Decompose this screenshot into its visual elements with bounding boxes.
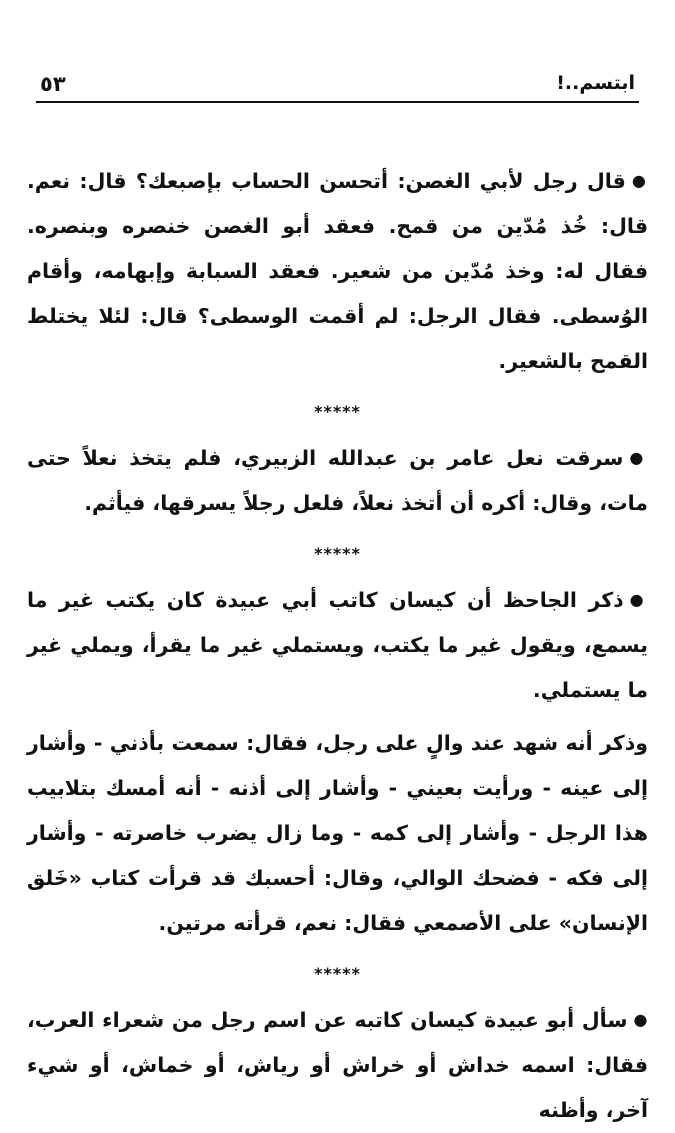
page-header — [40, 72, 635, 100]
section-separator: ***** — [314, 402, 361, 421]
bullet-icon: ● — [629, 448, 648, 467]
paragraph-text: سرقت نعل عامر بن عبدالله الزبيري، فلم يتخذ نعلاً حتى مات، وقال: أكره أن أتخذ نعلاً، فلعل رجلاً يسرقها، فيأثم. — [27, 446, 648, 515]
section-separator: ***** — [314, 544, 361, 563]
paragraph-text: سأل أبو عبيدة كيسان كاتبه عن اسم رجل من شعراء العرب، فقال: اسمه خداش أو خراش أو رياش، أو خماش، أو شيء آخر، وأظنه — [27, 1008, 648, 1122]
bullet-icon: ● — [629, 590, 648, 609]
paragraph-text: وذكر أنه شهد عند والٍ على رجل، فقال: سمعت بأذني - وأشار إلى عينه - ورأيت بعيني - وأشار إلى أذنه - أنه أمسك بتلابيب هذا الرجل - وأشار إلى كمه - وما زال يضرب خاصرته - وأشار إلى فكه - فضحك الوالي، وقال: أحسبك قد قرأت كتاب «خَلق الإنسان» على الأصمعي فقال: نعم، قرأته مرتين. — [27, 731, 648, 935]
section-separator: ***** — [314, 964, 361, 983]
anecdote-paragraph — [27, 158, 648, 384]
bullet-icon: ● — [633, 1010, 649, 1029]
bullet-icon: ● — [631, 171, 648, 190]
paragraph-text: قال رجل لأبي الغصن: أتحسن الحساب بإصبعك؟ قال: نعم. قال: خُذ مُدّين من قمح. فعقد أبو الغصن خنصره وبنصره. فقال له: وخذ مُدّين من شعير. فعقد السبابة وإبهامه، وأقام الوُسطى. فقال الرجل: لم أقمت الوسطى؟ قال: لئلا يختلط القمح بالشعير. — [27, 169, 648, 373]
header-rule — [36, 101, 639, 103]
anecdote-paragraph — [27, 997, 648, 1133]
running-title: ابتسم..! — [556, 72, 635, 94]
page-body — [27, 158, 648, 1133]
anecdote-paragraph — [27, 721, 648, 946]
paragraph-text: ذكر الجاحظ أن كيسان كاتب أبي عبيدة كان يكتب غير ما يسمع، ويقول غير ما يكتب، ويستملي غير ما يقرأ، ويملي غير ما يستملي. — [27, 588, 648, 702]
anecdote-paragraph — [27, 435, 648, 526]
anecdote-paragraph — [27, 577, 648, 713]
page-number: ٥٣ — [40, 72, 66, 96]
